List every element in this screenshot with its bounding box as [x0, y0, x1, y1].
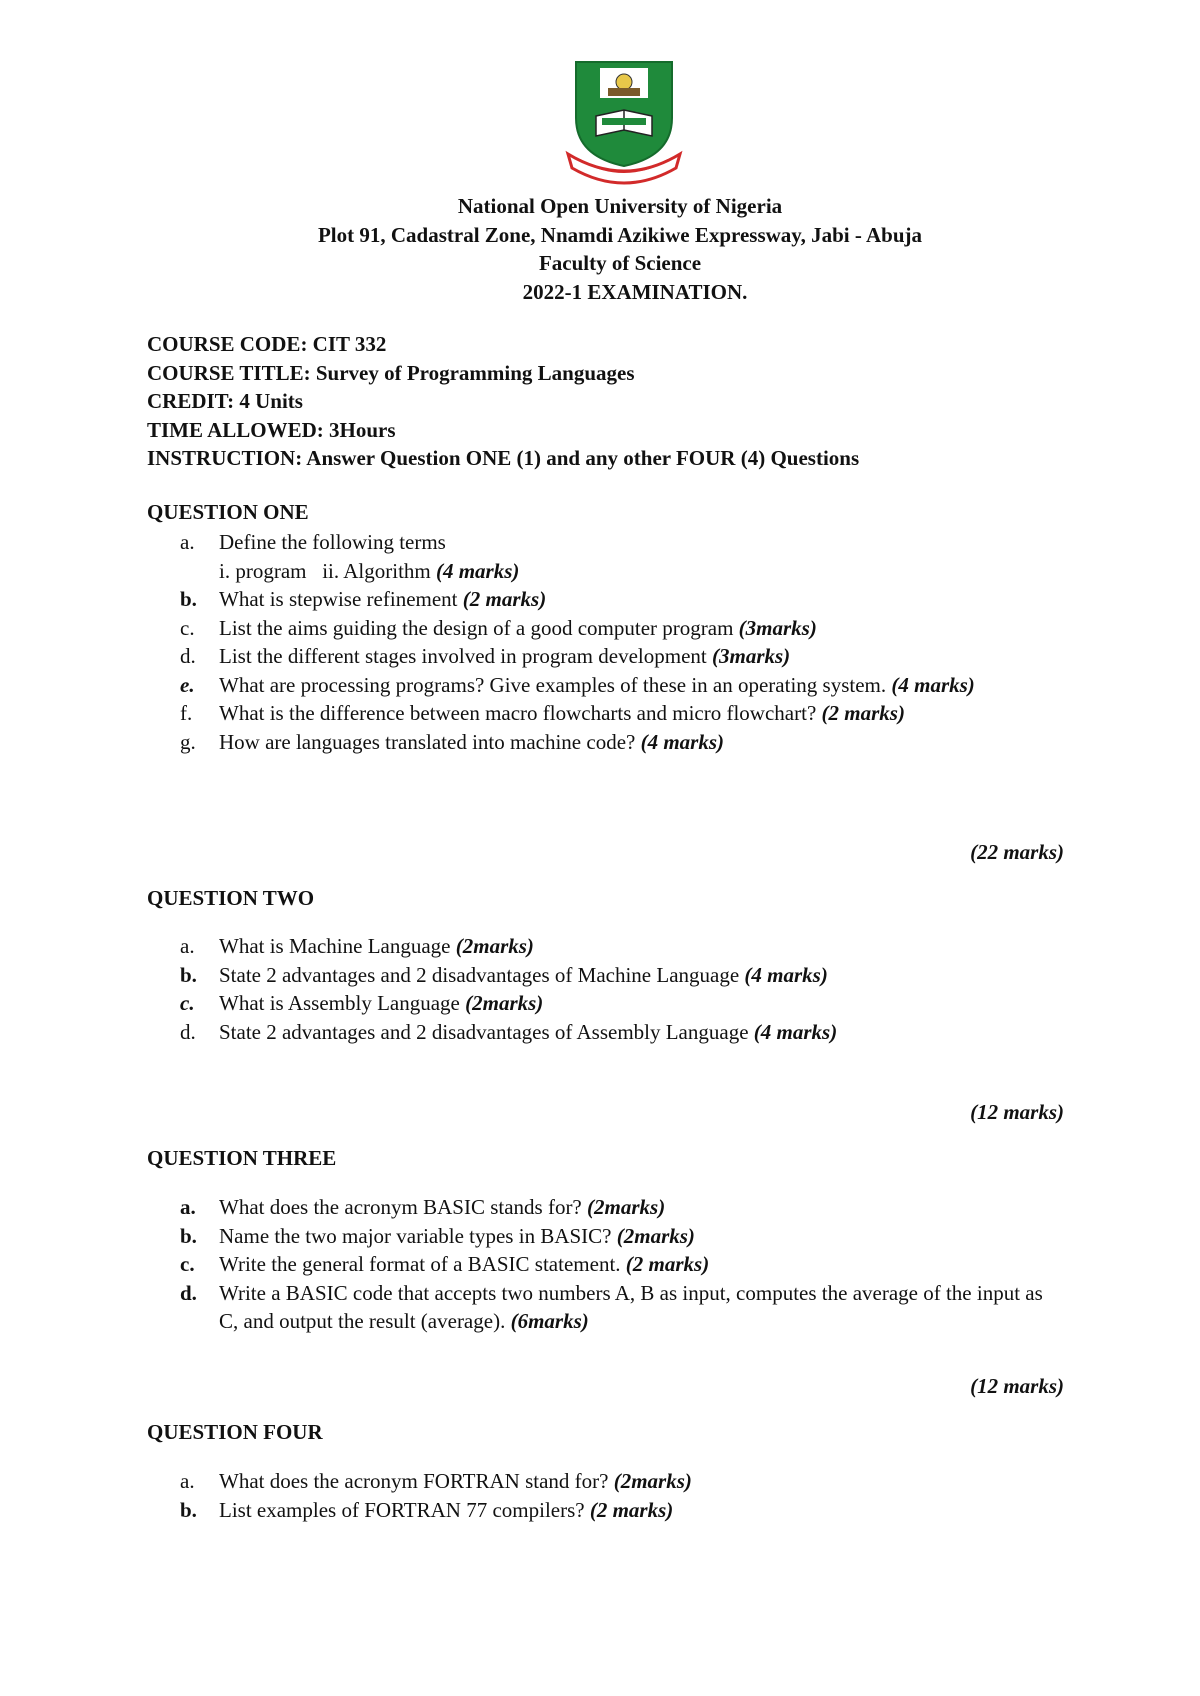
item-text: What are processing programs? Give examples of these in an operating system. — [219, 672, 887, 697]
item-text: What is stepwise refinement — [219, 587, 458, 611]
item-label: b. — [180, 587, 197, 611]
list-item — [0, 671, 1200, 700]
item-text: What is Machine Language — [219, 934, 451, 958]
question-one-title: QUESTION ONE — [147, 500, 309, 524]
item-marks: (2 marks) — [462, 587, 547, 611]
item-text: What is Assembly Language — [219, 991, 460, 1015]
item-text: How are languages translated into machine code? — [219, 729, 636, 754]
course-credit: CREDIT: 4 Units — [147, 389, 303, 413]
item-marks: (4 marks) — [891, 672, 975, 697]
list-item — [0, 585, 1200, 614]
item-text: What does the acronym FORTRAN stand for? — [219, 1469, 609, 1493]
item-marks: (2 marks) — [625, 1252, 710, 1276]
university-name: National Open University of Nigeria — [457, 194, 783, 218]
list-item — [0, 728, 1200, 757]
item-text: Define the following terms — [219, 530, 446, 554]
question-three-total: (12 marks) — [970, 1374, 1064, 1398]
university-crest-logo — [558, 58, 690, 186]
item-text: State 2 advantages and 2 disadvantages of Assembly Language — [219, 1019, 749, 1044]
item-marks: (3marks) — [738, 615, 817, 640]
list-item — [0, 699, 1200, 728]
question-two-total: (12 marks) — [970, 1100, 1064, 1124]
item-marks: (2 marks) — [821, 701, 905, 725]
item-text: List examples of FORTRAN 77 compilers? — [219, 1497, 585, 1522]
question-three-list — [0, 1193, 1200, 1336]
item-label: g. — [180, 729, 196, 754]
item-label: b. — [180, 1497, 197, 1522]
question-four-list — [0, 1467, 1200, 1524]
item-text: What is the difference between macro flowcharts and micro flowchart? — [219, 701, 817, 725]
list-item — [0, 932, 1200, 961]
question-one-list — [0, 528, 1200, 756]
list-item — [0, 1250, 1200, 1279]
list-item — [0, 1018, 1200, 1047]
list-item — [0, 614, 1200, 643]
item-label: d. — [180, 1280, 197, 1305]
item-label: c. — [180, 615, 195, 640]
question-two-list — [0, 932, 1200, 1046]
item-label: b. — [180, 962, 197, 987]
item-label: c. — [180, 991, 195, 1015]
item-marks: (4 marks) — [435, 558, 520, 583]
item-text: What does the acronym BASIC stands for? — [219, 1195, 582, 1219]
question-three-title: QUESTION THREE — [147, 1146, 337, 1170]
item-marks: (2 marks) — [589, 1497, 674, 1522]
list-item — [0, 1193, 1200, 1222]
item-text: Write the general format of a BASIC statement. — [219, 1252, 621, 1276]
item-label: f. — [180, 701, 193, 725]
question-one-total: (22 marks) — [970, 840, 1064, 864]
item-marks: (2marks) — [613, 1469, 692, 1493]
item-text: Name the two major variable types in BASIC? — [219, 1223, 612, 1248]
item-marks: (4 marks) — [640, 729, 725, 754]
list-item — [0, 961, 1200, 990]
item-label: d. — [180, 1019, 196, 1044]
faculty-name: Faculty of Science — [538, 251, 702, 275]
item-label: d. — [180, 644, 196, 668]
list-item — [0, 1279, 1200, 1336]
question-two-title: QUESTION TWO — [147, 886, 315, 910]
instruction: INSTRUCTION: Answer Question ONE (1) and any other FOUR (4) Questions — [147, 446, 860, 470]
exam-header — [0, 192, 1200, 306]
list-item — [0, 1467, 1200, 1496]
item-label: a. — [180, 1469, 195, 1493]
item-marks: (2marks) — [465, 991, 544, 1015]
item-text: Write a BASIC code that accepts two numbers A, B as input, computes the average of the input as C, and output the result (average). — [219, 1280, 1043, 1333]
item-marks: (6marks) — [510, 1309, 589, 1333]
course-title: COURSE TITLE: Survey of Programming Languages — [147, 360, 635, 385]
item-marks: (3marks) — [712, 644, 791, 668]
item-text: List the aims guiding the design of a good computer program — [219, 615, 734, 640]
item-label: a. — [180, 530, 195, 554]
item-label: a. — [180, 934, 195, 958]
university-address: Plot 91, Cadastral Zone, Nnamdi Azikiwe Expressway, Jabi - Abuja — [317, 222, 922, 247]
item-label: e. — [180, 672, 195, 697]
item-text: State 2 advantages and 2 disadvantages of Machine Language — [219, 962, 740, 987]
question-four-title: QUESTION FOUR — [147, 1420, 323, 1444]
list-item — [0, 528, 1200, 585]
list-item — [0, 989, 1200, 1018]
item-label: c. — [180, 1252, 195, 1276]
item-marks: (2marks) — [616, 1223, 695, 1248]
time-allowed: TIME ALLOWED: 3Hours — [147, 417, 396, 442]
list-item — [0, 642, 1200, 671]
item-label: a. — [180, 1195, 196, 1219]
item-marks: (2marks) — [455, 934, 534, 958]
course-code: COURSE CODE: CIT 332 — [147, 332, 387, 356]
item-marks: (2marks) — [587, 1195, 666, 1219]
exam-session: 2022-1 EXAMINATION. — [522, 279, 748, 304]
item-label: b. — [180, 1223, 197, 1248]
item-subterms: i. program ii. Algorithm — [219, 558, 431, 583]
item-marks: (4 marks) — [744, 962, 828, 987]
item-text: List the different stages involved in program development — [219, 644, 707, 668]
list-item — [0, 1222, 1200, 1251]
course-info — [147, 330, 859, 473]
item-marks: (4 marks) — [753, 1019, 838, 1044]
list-item — [0, 1496, 1200, 1525]
